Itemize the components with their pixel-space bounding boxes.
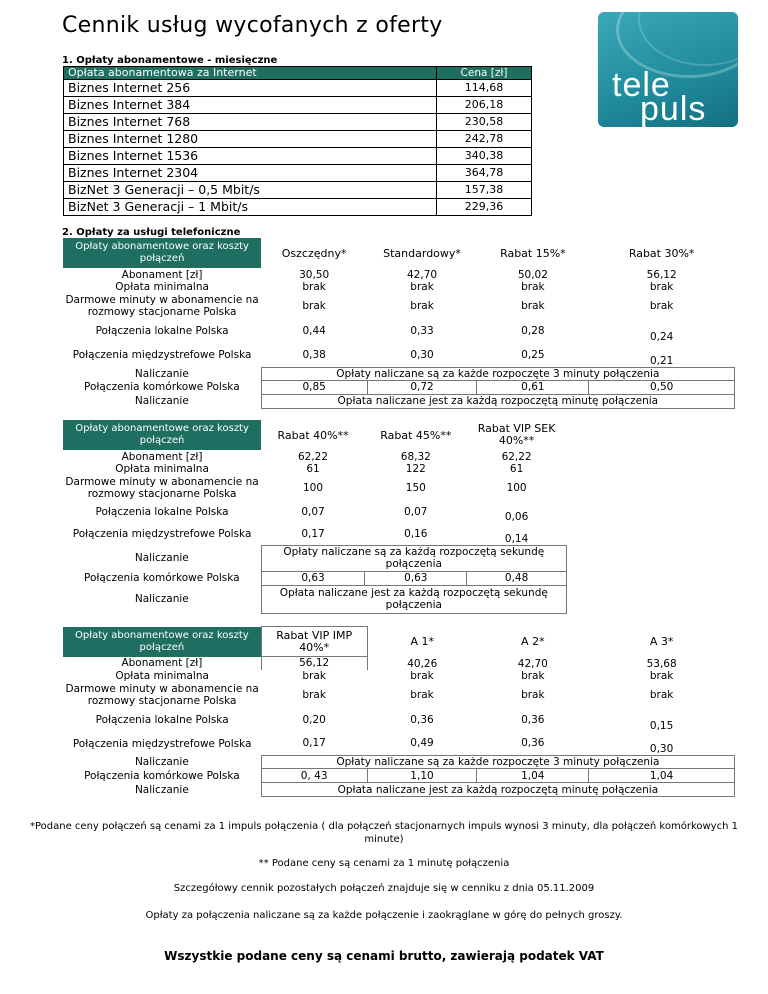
value-cell: 0,30 bbox=[410, 348, 434, 361]
table-row bbox=[64, 182, 532, 199]
row-name: Biznes Internet 2304 bbox=[64, 165, 437, 182]
label-komorkowe: Połączenia komórkowe Polska bbox=[84, 381, 240, 393]
value-cell: 100 bbox=[506, 482, 527, 494]
value-cell: brak bbox=[302, 688, 326, 701]
label-miedzy: Połączenia międzystrefowe Polska bbox=[72, 737, 252, 750]
label-lokalne: Połączenia lokalne Polska bbox=[95, 325, 229, 337]
value-cell: 150 bbox=[405, 482, 426, 494]
value-cell: brak bbox=[410, 300, 434, 312]
phone-table-1 bbox=[63, 238, 735, 409]
naliczanie-cell: Opłaty naliczane są za każde rozpoczęte 3 minuty połączenia bbox=[261, 367, 734, 380]
plan-name: A 3* bbox=[649, 635, 674, 648]
value-cell: 0,36 bbox=[521, 713, 545, 726]
value-cell: 68,32 bbox=[400, 450, 431, 463]
value-cell: 0,07 bbox=[301, 506, 325, 518]
row-price: 157,38 bbox=[437, 182, 532, 199]
value-cell: 0,36 bbox=[410, 713, 434, 726]
value-cell: brak bbox=[521, 300, 545, 312]
label-lokalne: Połączenia lokalne Polska bbox=[95, 506, 229, 518]
row-price: 229,36 bbox=[437, 199, 532, 216]
value-cell: 1,04 bbox=[477, 769, 589, 783]
value-cell: brak bbox=[302, 281, 326, 293]
value-cell: 42,70 bbox=[517, 657, 548, 670]
value-cell: 0,38 bbox=[302, 348, 326, 361]
row-price: 364,78 bbox=[437, 165, 532, 182]
label-miedzy: Połączenia międzystrefowe Polska bbox=[72, 349, 252, 361]
phone-table-3 bbox=[63, 626, 735, 797]
row-name: BizNet 3 Generacji – 1 Mbit/s bbox=[64, 199, 437, 216]
label-lokalne: Połączenia lokalne Polska bbox=[95, 713, 229, 726]
plan-name: Rabat 45%** bbox=[380, 428, 452, 442]
label-oplata-min: Opłata minimalna bbox=[115, 281, 209, 293]
table-row bbox=[64, 165, 532, 182]
value-cell: brak bbox=[302, 669, 326, 682]
row-name: Biznes Internet 768 bbox=[64, 114, 437, 131]
naliczanie-cell: Opłata naliczane jest za każdą rozpoczętą minutę połączenia bbox=[261, 394, 734, 408]
value-cell: brak bbox=[410, 688, 434, 701]
value-cell: 0,50 bbox=[589, 380, 735, 394]
value-cell: 0, 43 bbox=[261, 769, 367, 783]
value-cell: 56,12 bbox=[261, 657, 367, 670]
value-cell: 0,24 bbox=[649, 331, 674, 343]
label-naliczanie: Naliczanie bbox=[134, 783, 189, 796]
value-cell: 0,21 bbox=[649, 354, 674, 367]
value-cell: 0,72 bbox=[367, 380, 477, 394]
plan-name: Rabat 30%* bbox=[628, 246, 695, 260]
table-row bbox=[64, 114, 532, 131]
value-cell: 40,26 bbox=[407, 657, 438, 670]
table-row bbox=[64, 80, 532, 97]
plan-name: Rabat 40%** bbox=[277, 428, 349, 442]
footnote-impulse: *Podane ceny połączeń są cenami za 1 impuls połączenia ( dla połączeń stacjonarnych impuls wynosi 3 minuty, dla połączeń komórkowych 1 minute) bbox=[30, 821, 738, 845]
value-cell: brak bbox=[302, 300, 326, 312]
value-cell: brak bbox=[649, 669, 674, 682]
value-cell: 1,04 bbox=[589, 769, 735, 783]
value-cell: 0,30 bbox=[649, 743, 674, 755]
value-cell: 0,17 bbox=[301, 527, 325, 540]
value-cell: brak bbox=[410, 669, 434, 682]
footnote-vat: Wszystkie podane ceny są cenami brutto, zawierają podatek VAT bbox=[164, 949, 604, 963]
row-name: Biznes Internet 384 bbox=[64, 97, 437, 114]
value-cell: 0,15 bbox=[649, 719, 674, 732]
label-naliczanie: Naliczanie bbox=[134, 395, 189, 407]
value-cell: 61 bbox=[509, 463, 524, 475]
plan-name: A 2* bbox=[521, 635, 545, 648]
naliczanie-cell: Opłata naliczane jest za każdą rozpoczętą minutę połączenia bbox=[261, 783, 734, 797]
label-header: Opłaty abonamentowe oraz koszty połączeń bbox=[63, 238, 261, 268]
section-2-heading: 2. Opłaty za usługi telefoniczne bbox=[62, 227, 241, 238]
label-abonament: Abonament [zł] bbox=[121, 657, 203, 669]
value-cell: brak bbox=[410, 281, 434, 293]
value-cell: 0,33 bbox=[410, 325, 434, 337]
label-abonament: Abonament [zł] bbox=[121, 450, 203, 463]
footnote-rounding: Opłaty za połączenia naliczane są za każde połączenie i zaokrąglane w górę do pełnych groszy. bbox=[145, 910, 623, 921]
label-abonament: Abonament [zł] bbox=[121, 268, 203, 281]
value-cell: 1,10 bbox=[367, 769, 477, 783]
plan-name: A 1* bbox=[410, 635, 434, 648]
row-price: 230,58 bbox=[437, 114, 532, 131]
row-price: 206,18 bbox=[437, 97, 532, 114]
value-cell: 0,48 bbox=[467, 571, 567, 585]
value-cell: 42,70 bbox=[407, 269, 438, 281]
value-cell: 0,16 bbox=[404, 527, 428, 540]
value-cell: 0,63 bbox=[365, 571, 467, 585]
label-darmowe: Darmowe minuty w abonamencie na rozmowy stacjonarne Polska bbox=[65, 294, 259, 318]
value-cell: 0,14 bbox=[504, 532, 529, 545]
page-title: Cennik usług wycofanych z oferty bbox=[62, 13, 443, 38]
label-header: Opłaty abonamentowe oraz koszty połączeń bbox=[63, 627, 261, 657]
internet-price-table bbox=[63, 66, 532, 216]
logo-word-tele: tele bbox=[612, 66, 671, 104]
plan-name: Rabat 15%* bbox=[500, 246, 566, 260]
label-naliczanie: Naliczanie bbox=[134, 367, 189, 380]
value-cell: 0,85 bbox=[261, 380, 367, 394]
label-miedzy: Połączenia międzystrefowe Polska bbox=[72, 528, 252, 540]
value-cell: 0,61 bbox=[477, 380, 589, 394]
row-name: Biznes Internet 256 bbox=[64, 80, 437, 97]
row-name: Biznes Internet 1536 bbox=[64, 148, 437, 165]
naliczanie-cell: Opłata naliczane jest za każdą rozpoczętą sekundę połączenia bbox=[261, 585, 566, 613]
plan-name: Rabat VIP SEK 40%** bbox=[477, 422, 556, 447]
row-name: BizNet 3 Generacji – 0,5 Mbit/s bbox=[64, 182, 437, 199]
label-oplata-min: Opłata minimalna bbox=[115, 463, 209, 475]
label-naliczanie: Naliczanie bbox=[134, 552, 189, 564]
value-cell: 0,20 bbox=[302, 713, 326, 726]
row-price: 114,68 bbox=[437, 80, 532, 97]
footnote-detailed: Szczegółowy cennik pozostałych połączeń znajduje się w cenniku z dnia 05.11.2009 bbox=[173, 883, 595, 894]
value-cell: 0,49 bbox=[410, 737, 434, 750]
value-cell: 0,06 bbox=[504, 511, 529, 523]
label-komorkowe: Połączenia komórkowe Polska bbox=[84, 572, 240, 584]
naliczanie-cell: Opłaty naliczane są za każde rozpoczęte 3 minuty połączenia bbox=[261, 756, 734, 769]
label-oplata-min: Opłata minimalna bbox=[115, 669, 209, 682]
table-row bbox=[64, 199, 532, 216]
plan-name: Standardowy* bbox=[383, 246, 461, 260]
footnote-minute: ** Podane ceny są cenami za 1 minutę połączenia bbox=[258, 858, 510, 869]
value-cell: 0,28 bbox=[521, 325, 545, 337]
label-darmowe: Darmowe minuty w abonamencie na rozmowy stacjonarne Polska bbox=[65, 682, 259, 707]
value-cell: 100 bbox=[302, 482, 324, 494]
value-cell: 56,12 bbox=[646, 269, 677, 281]
logo-word-puls: puls bbox=[640, 90, 707, 127]
value-cell: 0,17 bbox=[302, 737, 326, 750]
table-row bbox=[64, 97, 532, 114]
value-cell: brak bbox=[649, 281, 674, 293]
header-name: Opłata abonamentowa za Internet bbox=[64, 67, 437, 80]
value-cell: 53,68 bbox=[646, 657, 677, 670]
table-row bbox=[64, 131, 532, 148]
value-cell: 0,36 bbox=[521, 737, 545, 750]
table-row bbox=[64, 148, 532, 165]
value-cell: 61 bbox=[306, 463, 320, 475]
plan-name: Oszczędny* bbox=[281, 246, 347, 260]
row-name: Biznes Internet 1280 bbox=[64, 131, 437, 148]
value-cell: brak bbox=[521, 281, 545, 293]
value-cell: 0,63 bbox=[261, 571, 365, 585]
value-cell: 62,22 bbox=[297, 450, 329, 463]
naliczanie-cell: Opłaty naliczane są za każdą rozpoczętą sekundę połączenia bbox=[261, 545, 566, 571]
row-price: 242,78 bbox=[437, 131, 532, 148]
row-price: 340,38 bbox=[437, 148, 532, 165]
value-cell: brak bbox=[521, 688, 545, 701]
value-cell: 50,02 bbox=[517, 269, 548, 281]
phone-table-2 bbox=[63, 420, 567, 614]
value-cell: brak bbox=[521, 669, 545, 682]
value-cell: 122 bbox=[405, 463, 426, 475]
value-cell: 0,44 bbox=[302, 325, 326, 337]
label-header: Opłaty abonamentowe oraz koszty połączeń bbox=[63, 420, 261, 450]
plan-name: Rabat VIP IMP 40%* bbox=[261, 627, 367, 657]
value-cell: 0,25 bbox=[521, 348, 545, 361]
value-cell: brak bbox=[649, 300, 674, 312]
value-cell: 30,50 bbox=[299, 269, 330, 281]
header-price: Cena [zł] bbox=[437, 67, 532, 80]
label-darmowe: Darmowe minuty w abonamencie na rozmowy stacjonarne Polska bbox=[65, 476, 259, 500]
table-header-row bbox=[64, 67, 532, 80]
value-cell: 62,22 bbox=[501, 450, 532, 463]
value-cell: 0,07 bbox=[404, 506, 428, 518]
label-naliczanie: Naliczanie bbox=[134, 593, 189, 605]
section-1-heading: 1. Opłaty abonamentowe - miesięczne bbox=[62, 55, 278, 66]
telepuls-logo bbox=[598, 12, 738, 127]
value-cell: brak bbox=[649, 688, 674, 701]
label-naliczanie: Naliczanie bbox=[134, 756, 189, 768]
label-komorkowe: Połączenia komórkowe Polska bbox=[84, 769, 240, 782]
